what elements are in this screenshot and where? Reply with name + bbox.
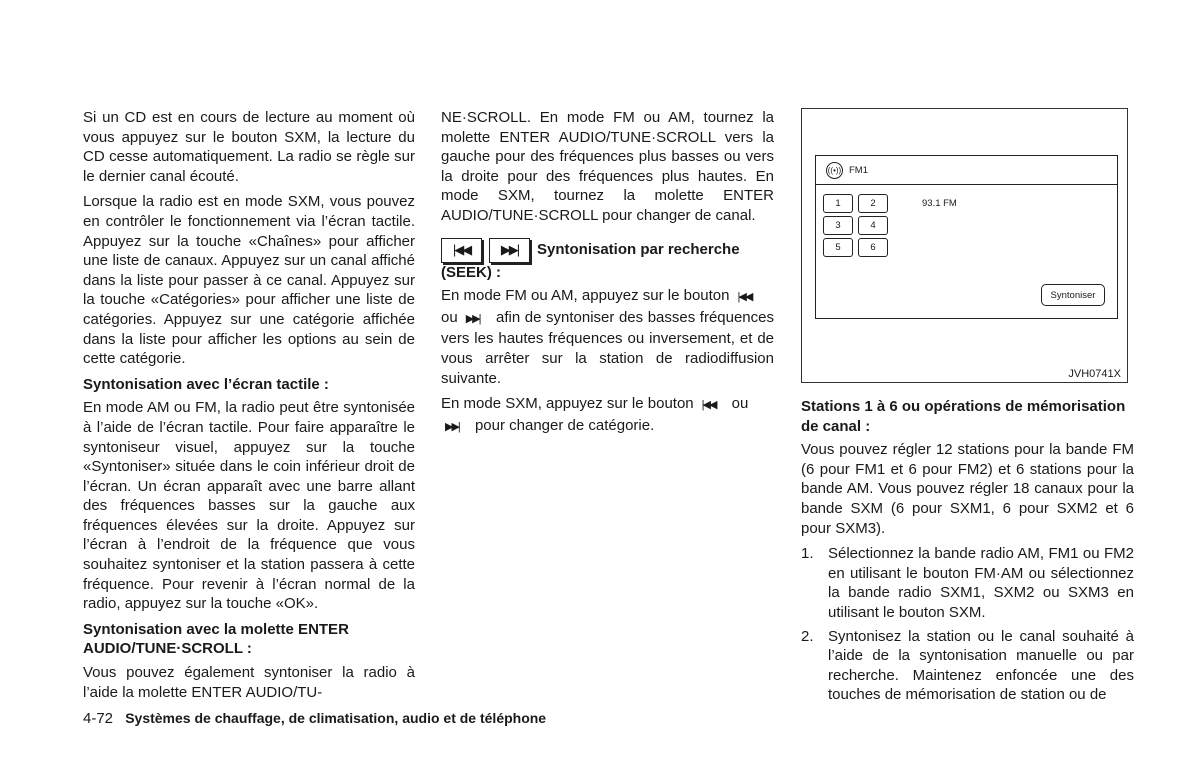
page-number: 4-72 xyxy=(83,710,114,727)
preset-button-5[interactable]: 5 xyxy=(823,238,853,257)
column-right xyxy=(801,108,1134,709)
seek-forward-icon: ▶▶| xyxy=(445,420,459,433)
section-heading: Syntonisation avec la molette ENTER AUDIO/TUNE·SCROLL : xyxy=(83,620,349,658)
paragraph: Vous pouvez régler 12 stations pour la bande FM (6 pour FM1 et 6 pour FM2) et 6 stations pour la bande AM. Vous pouvez régler 18 canaux pour la bande SXM (6 pour SXM1, 6 pour SXM2 et 6 pour SXM3). xyxy=(801,441,1134,537)
chapter-title: Systèmes de chauffage, de climatisation, audio et de téléphone xyxy=(125,710,547,726)
section-heading: Syntonisation avec l’écran tactile : xyxy=(83,375,329,393)
tune-button[interactable]: Syntoniser xyxy=(1041,284,1105,306)
seek-back-icon: |◀◀ xyxy=(701,399,716,412)
section-heading: Syntonisation par recherche xyxy=(537,241,740,259)
radio-screen-figure xyxy=(801,108,1128,383)
seek-forward-icon: ▶▶| xyxy=(465,312,480,325)
seek-back-icon: |◀◀ xyxy=(737,291,752,304)
paragraph xyxy=(441,286,774,388)
text-run: En mode SXM, appuyez sur le bouton xyxy=(441,395,694,413)
seek-back-icon: |◀◀ xyxy=(441,238,482,263)
step-number: 1. xyxy=(801,545,814,563)
column-middle xyxy=(441,108,774,443)
text-run: En mode FM ou AM, appuyez sur le bouton xyxy=(441,287,730,305)
step-number: 2. xyxy=(801,627,814,645)
frequency-display: 93.1 FM xyxy=(922,198,957,209)
step-text: Syntonisez la station ou le canal souhaité à l’aide de la syntonisation manuelle ou par recherche. Maintenez enfoncée une des touches de mémorisation de station ou de xyxy=(828,627,1134,704)
paragraph: Lorsque la radio est en mode SXM, vous pouvez en contrôler le fonctionnement via l’écran tactile. Appuyez sur la touche «Chaînes» pour afficher une liste de canaux. Appuyez sur un canal affiché dans la liste pour passer à ce canal. Appuyez sur la touche «Catégories» pour afficher une liste de catégories. Appuyez sur une catégorie affichée dans la liste pour afficher les options au sein de cette catégorie. xyxy=(83,193,415,368)
paragraph: En mode AM ou FM, la radio peut être syntonisée à l’aide de l’écran tactile. Pour faire apparaître le syntoniseur visuel, appuyez sur la touche «Syntoniser» située dans le coin inférieur droit de l’écran. Un écran apparaît avec une barre allant des fréquences basses sur la gauche aux fréquences élevées sur la droite. Appuyez sur l’écran à l’endroit de la fréquence que vous souhaitez syntoniser et la station passera à cette fréquence. Pour revenir à l’écran normal de la radio, appuyez sur la touche «OK». xyxy=(83,399,415,613)
seek-forward-icon: ▶▶| xyxy=(489,238,530,263)
text-run: afin de syntoniser des basses fréquences vers les hautes fréquences ou inversement, et de vous arrêter sur la station de radiodiffusion suivante. xyxy=(441,308,774,387)
section-heading-cont: (SEEK) : xyxy=(441,263,501,281)
step-text: Sélectionnez la bande radio AM, FM1 ou FM2 en utilisant le bouton FM·AM ou sélectionnez la bande radio SXM1, SXM2 ou SXM3 en utilisant le bouton SXM. xyxy=(828,545,1134,621)
preset-button-4[interactable]: 4 xyxy=(858,216,888,235)
band-label: FM1 xyxy=(849,164,868,176)
preset-button-2[interactable]: 2 xyxy=(858,194,888,213)
preset-grid xyxy=(823,194,888,257)
text-run: ou xyxy=(731,395,749,413)
seek-heading-row xyxy=(441,238,774,263)
list-item xyxy=(801,544,1134,622)
section-heading: Stations 1 à 6 ou opérations de mémorisation de canal : xyxy=(801,398,1126,435)
radio-icon: ((•)) xyxy=(826,162,843,179)
radio-screen xyxy=(815,155,1118,319)
preset-button-3[interactable]: 3 xyxy=(823,216,853,235)
paragraph xyxy=(441,394,774,437)
preset-button-1[interactable]: 1 xyxy=(823,194,853,213)
figure-code: JVH0741X xyxy=(1068,368,1121,380)
paragraph: NE·SCROLL. En mode FM ou AM, tournez la molette ENTER AUDIO/TUNE·SCROLL vers la gauche pour des fréquences plus basses ou vers la droite pour des fréquences plus hautes. En mode SXM, tournez la molette ENTER AUDIO/TUNE·SCROLL pour changer de canal. xyxy=(441,109,774,224)
preset-button-6[interactable]: 6 xyxy=(858,238,888,257)
screen-header xyxy=(816,156,1117,185)
steps-list xyxy=(801,544,1134,705)
text-run: ou xyxy=(441,308,458,326)
column-left xyxy=(83,108,415,708)
paragraph: Vous pouvez également syntoniser la radio à l’aide la molette ENTER AUDIO/TU- xyxy=(83,664,415,701)
page-footer xyxy=(83,710,546,727)
text-run: pour changer de catégorie. xyxy=(474,416,655,434)
paragraph: Si un CD est en cours de lecture au moment où vous appuyez sur le bouton SXM, la lecture du CD cesse automatiquement. La radio se règle sur le dernier canal écouté. xyxy=(83,109,415,185)
list-item xyxy=(801,627,1134,705)
